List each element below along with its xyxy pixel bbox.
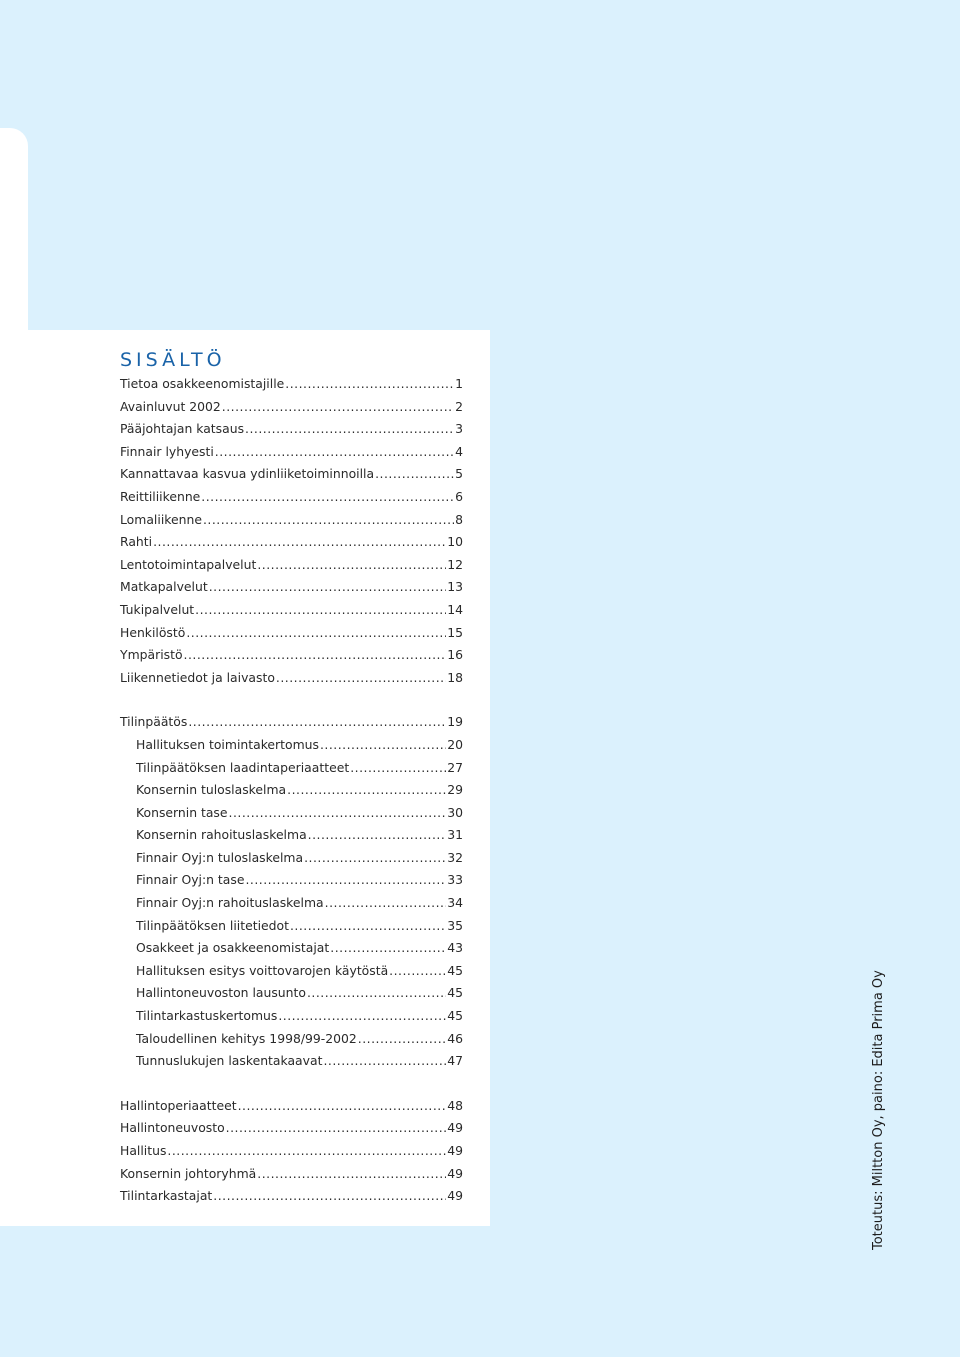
toc-entry-page: 5 — [455, 466, 463, 482]
toc-leader-dots — [278, 1005, 446, 1028]
toc-entry-page: 20 — [447, 736, 463, 752]
toc-entry — [120, 441, 463, 464]
toc-entry-page: 15 — [447, 624, 463, 640]
toc-entry-label: Finnair Oyj:n rahoituslaskelma — [136, 895, 324, 911]
toc-entry-label: Tietoa osakkeenomistajille — [120, 376, 285, 391]
toc-entry-page: 45 — [447, 962, 463, 978]
toc-leader-dots — [186, 622, 446, 645]
toc-entry — [120, 757, 463, 780]
toc-entry-label: Lentotoimintapalvelut — [120, 556, 257, 572]
toc-entry — [120, 1095, 463, 1118]
toc-leader-dots — [308, 824, 447, 847]
toc-entry-page: 18 — [447, 669, 463, 685]
toc-entry — [120, 960, 463, 983]
toc-entry — [120, 937, 463, 960]
toc-entry-label: Hallintoperiaatteet — [120, 1097, 237, 1113]
toc-entry — [120, 982, 463, 1005]
toc-entry — [120, 869, 463, 892]
toc-entry-label: Finnair lyhyesti — [120, 443, 214, 459]
toc-entry-page: 49 — [447, 1120, 463, 1136]
production-credit: Toteutus: Miltton Oy, paino: Edita Prima Oy — [871, 970, 886, 1250]
toc-entry — [120, 667, 463, 690]
toc-leader-dots — [167, 1140, 446, 1163]
toc-entry-page: 48 — [447, 1097, 463, 1113]
toc-entry — [120, 711, 463, 734]
toc-entry-label: Finnair Oyj:n tuloslaskelma — [136, 849, 304, 865]
background-bottom — [0, 1226, 490, 1357]
toc-entry-label: Reittiliikenne — [120, 488, 201, 504]
toc-entry-page: 13 — [447, 579, 463, 595]
toc-leader-dots — [257, 1163, 446, 1186]
toc-leader-dots — [203, 509, 454, 532]
toc-entry-label: Hallituksen toimintakertomus — [136, 736, 319, 752]
toc-entry — [120, 1117, 463, 1140]
toc-leader-dots — [257, 554, 446, 577]
toc-entry-page: 27 — [447, 759, 463, 775]
toc-entry-page: 6 — [455, 488, 463, 504]
toc-entry-label: Konsernin rahoituslaskelma — [136, 827, 307, 843]
toc-entry-label: Tukipalvelut — [120, 601, 195, 617]
toc-leader-dots — [215, 441, 454, 464]
toc-entry — [120, 531, 463, 554]
toc-leader-dots — [184, 644, 447, 667]
toc-entry-page: 34 — [447, 895, 463, 911]
toc-entry-page: 33 — [447, 872, 463, 888]
toc-entry — [120, 734, 463, 757]
toc-leader-dots — [222, 396, 454, 419]
toc-entry — [120, 622, 463, 645]
toc-entry — [120, 418, 463, 441]
toc-entry-page: 32 — [447, 849, 463, 865]
toc-entry — [120, 644, 463, 667]
toc-leader-dots — [307, 982, 446, 1005]
toc-leader-dots — [245, 418, 454, 441]
toc-leader-dots — [304, 847, 446, 870]
toc-entry — [120, 1028, 463, 1051]
toc-entry-page: 30 — [447, 804, 463, 820]
toc-entry — [120, 1140, 463, 1163]
toc-entry — [120, 1050, 463, 1073]
toc-entry — [120, 779, 463, 802]
toc-leader-dots — [320, 734, 446, 757]
toc-entry-page: 1 — [455, 376, 463, 391]
background-right — [490, 330, 960, 1357]
toc-entry-label: Hallituksen esitys voittovarojen käytöstä — [136, 962, 389, 978]
toc-entry — [120, 1185, 463, 1208]
toc-leader-dots — [350, 757, 446, 780]
toc-leader-dots — [285, 373, 454, 396]
toc-entry-label: Kannattavaa kasvua ydinliiketoiminnoilla — [120, 466, 375, 482]
toc-entry-label: Lomaliikenne — [120, 511, 202, 527]
toc-leader-dots — [245, 869, 446, 892]
toc-entry-label: Hallitus — [120, 1143, 167, 1158]
toc-entry-page: 49 — [447, 1188, 463, 1204]
toc-entry-page: 49 — [447, 1143, 463, 1158]
toc-entry-label: Konsernin johtoryhmä — [120, 1165, 257, 1181]
background-notch — [0, 128, 28, 330]
toc-entry-page: 45 — [447, 1008, 463, 1024]
toc-entry-page: 4 — [455, 443, 463, 459]
toc-group-gap — [120, 689, 463, 711]
toc-leader-dots — [226, 1117, 447, 1140]
toc-entry-label: Osakkeet ja osakkeenomistajat — [136, 940, 330, 956]
toc-title: SISÄLTÖ — [120, 349, 226, 371]
toc-entry-page: 3 — [455, 421, 463, 437]
toc-group-gap — [120, 1073, 463, 1095]
toc-entry-label: Rahti — [120, 534, 153, 550]
toc-entry-label: Matkapalvelut — [120, 579, 208, 595]
toc-entry — [120, 802, 463, 825]
toc-entry-page: 10 — [447, 534, 463, 550]
toc-entry-label: Finnair Oyj:n tase — [136, 872, 245, 888]
toc-entry — [120, 892, 463, 915]
toc-entry — [120, 396, 463, 419]
toc-leader-dots — [375, 463, 454, 486]
toc-entry-label: Tilinpäätöksen liitetiedot — [136, 917, 289, 933]
toc-entry-label: Pääjohtajan katsaus — [120, 421, 245, 437]
toc-entry-label: Tilintarkastuskertomus — [136, 1008, 278, 1024]
table-of-contents — [120, 373, 463, 1208]
toc-entry — [120, 576, 463, 599]
toc-leader-dots — [213, 1185, 446, 1208]
toc-entry-label: Konsernin tuloslaskelma — [136, 782, 287, 798]
toc-entry-page: 31 — [447, 827, 463, 843]
toc-entry-page: 49 — [447, 1165, 463, 1181]
toc-entry-page: 2 — [455, 398, 463, 414]
toc-entry-label: Tilinpäätöksen laadintaperiaatteet — [136, 759, 350, 775]
toc-entry-page: 14 — [447, 601, 463, 617]
toc-entry-label: Konsernin tase — [136, 804, 228, 820]
toc-leader-dots — [201, 486, 454, 509]
toc-entry-label: Hallintoneuvosto — [120, 1120, 225, 1136]
toc-entry-label: Tilinpäätös — [120, 714, 188, 730]
toc-entry-label: Taloudellinen kehitys 1998/99-2002 — [136, 1030, 357, 1046]
toc-leader-dots — [323, 1050, 446, 1073]
toc-entry-label: Henkilöstö — [120, 624, 186, 640]
toc-entry-page: 47 — [447, 1053, 463, 1069]
toc-entry-page: 16 — [447, 647, 463, 663]
toc-leader-dots — [325, 892, 447, 915]
toc-entry — [120, 463, 463, 486]
toc-entry-label: Tunnuslukujen laskentakaavat — [136, 1053, 323, 1069]
toc-entry-label: Tilintarkastajat — [120, 1188, 213, 1204]
toc-leader-dots — [358, 1028, 446, 1051]
toc-entry-page: 45 — [447, 985, 463, 1001]
toc-entry-label: Liikennetiedot ja laivasto — [120, 669, 275, 685]
toc-leader-dots — [153, 531, 446, 554]
toc-leader-dots — [209, 576, 447, 599]
toc-entry — [120, 847, 463, 870]
toc-entry-label: Ympäristö — [120, 647, 183, 663]
toc-leader-dots — [229, 802, 447, 825]
toc-entry-page: 8 — [455, 511, 463, 527]
toc-entry — [120, 486, 463, 509]
toc-entry — [120, 915, 463, 938]
toc-leader-dots — [290, 915, 446, 938]
toc-entry-page: 19 — [447, 714, 463, 730]
toc-entry — [120, 554, 463, 577]
toc-leader-dots — [389, 960, 446, 983]
toc-leader-dots — [330, 937, 446, 960]
toc-leader-dots — [188, 711, 446, 734]
background-top-curve — [28, 128, 490, 330]
toc-entry-page: 29 — [447, 782, 463, 798]
toc-entry-page: 35 — [447, 917, 463, 933]
toc-entry — [120, 599, 463, 622]
toc-entry — [120, 1005, 463, 1028]
toc-entry-label: Hallintoneuvoston lausunto — [136, 985, 306, 1001]
toc-leader-dots — [238, 1095, 447, 1118]
toc-entry — [120, 824, 463, 847]
toc-entry-page: 46 — [447, 1030, 463, 1046]
toc-entry — [120, 509, 463, 532]
toc-entry-label: Avainluvut 2002 — [120, 398, 221, 414]
toc-leader-dots — [287, 779, 446, 802]
toc-entry — [120, 1163, 463, 1186]
toc-leader-dots — [195, 599, 446, 622]
toc-leader-dots — [276, 667, 446, 690]
toc-entry-page: 43 — [447, 940, 463, 956]
toc-entry-page: 12 — [447, 556, 463, 572]
toc-entry — [120, 373, 463, 396]
